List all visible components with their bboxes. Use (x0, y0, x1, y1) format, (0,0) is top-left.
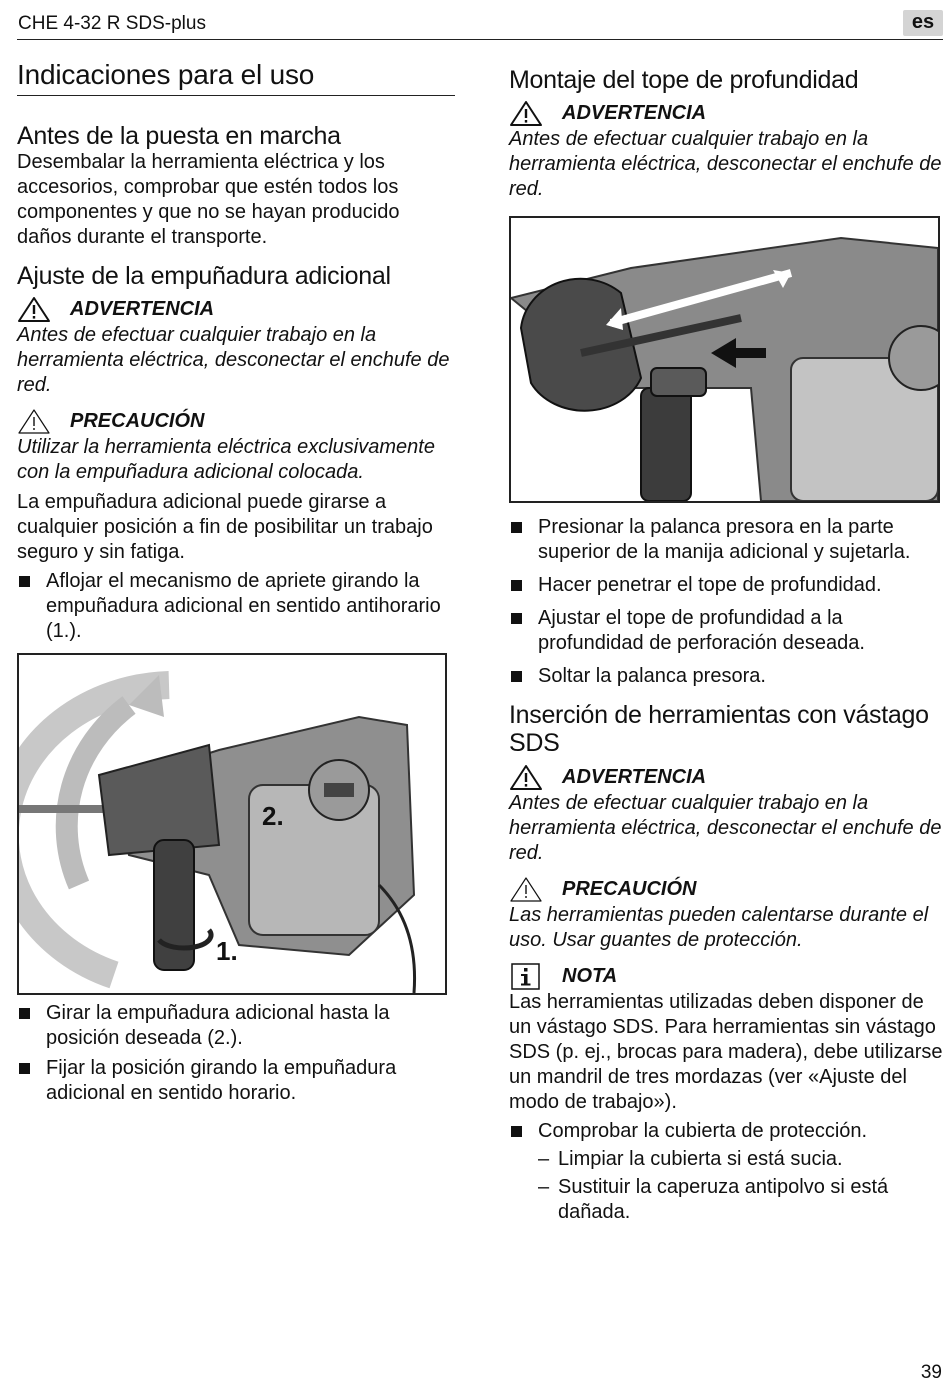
warning-triangle-icon (509, 100, 543, 127)
warning-triangle-icon (509, 876, 543, 903)
list-item: Presionar la palanca presora en la parte superior de la manija adicional y sujetarla. (509, 515, 947, 565)
note-text: Las herramientas utilizadas deben disponer de un vástago SDS. Para herramientas sin vástago SDS (p. ej., brocas para madera), debe utilizarse un mandril de tres mordazas (ver «Ajuste del modo de trabajo»). (509, 991, 943, 1113)
warning-text: Antes de efectuar cualquier trabajo en la herramienta eléctrica, desconectar el enchufe de red. (17, 324, 450, 396)
list-item: Ajustar el tope de profundidad a la profundidad de perforación deseada. (509, 606, 947, 656)
info-icon (509, 963, 543, 990)
depth-stop-illustration (511, 218, 938, 501)
bullet-list-a (17, 569, 455, 644)
warning-triangle-icon (17, 408, 51, 435)
list-item: Comprobar la cubierta de protección. (509, 1119, 947, 1144)
caution-label: PRECAUCIÓN (70, 410, 205, 432)
step-1-label: 1. (216, 936, 238, 966)
handle-body-text: La empuñadura adicional puede girarse a cualquier posición a fin de posibilitar un trabajo seguro y sin fatiga. (17, 491, 433, 563)
warning-triangle-icon (17, 296, 51, 323)
list-item: Girar la empuñadura adicional hasta la posición deseada (2.). (17, 1001, 455, 1051)
language-badge: es (903, 10, 943, 36)
warning-heading (17, 296, 455, 323)
dash-list (509, 1147, 947, 1225)
warning-label: ADVERTENCIA (562, 102, 707, 124)
caution-text: Utilizar la herramienta eléctrica exclusivamente con la empuñadura adicional colocada. (17, 436, 435, 483)
note-label: NOTA (562, 965, 618, 987)
warning-triangle-icon (509, 764, 543, 791)
warning-text: Antes de efectuar cualquier trabajo en la herramienta eléctrica, desconectar el enchufe de red. (509, 792, 942, 864)
bullet-list-d (509, 1119, 947, 1144)
figure-handle-rotation (17, 653, 447, 995)
left-column (17, 58, 455, 1106)
step-2-label: 2. (262, 801, 284, 831)
caution-text: Las herramientas pueden calentarse durante el uso. Usar guantes de protección. (509, 904, 929, 951)
list-item: Soltar la palanca presora. (509, 664, 947, 689)
drill-illustration (19, 655, 445, 993)
startup-text: Desembalar la herramienta eléctrica y los accesorios, comprobar que estén todos los componentes y que no se hayan producido daños durante el transporte. (17, 151, 400, 248)
note-heading (509, 963, 947, 990)
caution-heading (509, 876, 947, 903)
section-title: Indicaciones para el uso (17, 58, 455, 96)
subsection-title-sds: Inserción de herramientas con vástago SDS (509, 701, 929, 757)
list-item: Fijar la posición girando la empuñadura adicional en sentido horario. (17, 1056, 455, 1106)
bullet-list-c (509, 515, 947, 689)
caution-heading (17, 408, 455, 435)
warning-heading (509, 100, 947, 127)
warning-heading (509, 764, 947, 791)
figure-depth-stop (509, 216, 940, 503)
warning-label: ADVERTENCIA (70, 298, 215, 320)
page-header (17, 10, 943, 40)
warning-text: Antes de efectuar cualquier trabajo en la herramienta eléctrica, desconectar el enchufe de red. (509, 128, 942, 200)
subsection-title-startup: Antes de la puesta en marcha (17, 122, 341, 150)
list-item: Hacer penetrar el tope de profundidad. (509, 573, 947, 598)
warning-label: ADVERTENCIA (562, 766, 707, 788)
bullet-list-b (17, 1001, 455, 1106)
list-item: Aflojar el mecanismo de apriete girando la empuñadura adicional en sentido antihorario (1.). (17, 569, 455, 644)
list-item: – Sustituir la caperuza antipolvo si está dañada. (509, 1175, 947, 1225)
page-number: 39 (920, 1362, 942, 1383)
list-item: – Limpiar la cubierta si está sucia. (509, 1147, 947, 1172)
subsection-title-handle: Ajuste de la empuñadura adicional (17, 262, 391, 290)
right-column (509, 58, 947, 1225)
subsection-title-depth-stop: Montaje del tope de profundidad (509, 66, 859, 94)
document-title: CHE 4-32 R SDS-plus (18, 13, 206, 34)
caution-label: PRECAUCIÓN (562, 878, 697, 900)
